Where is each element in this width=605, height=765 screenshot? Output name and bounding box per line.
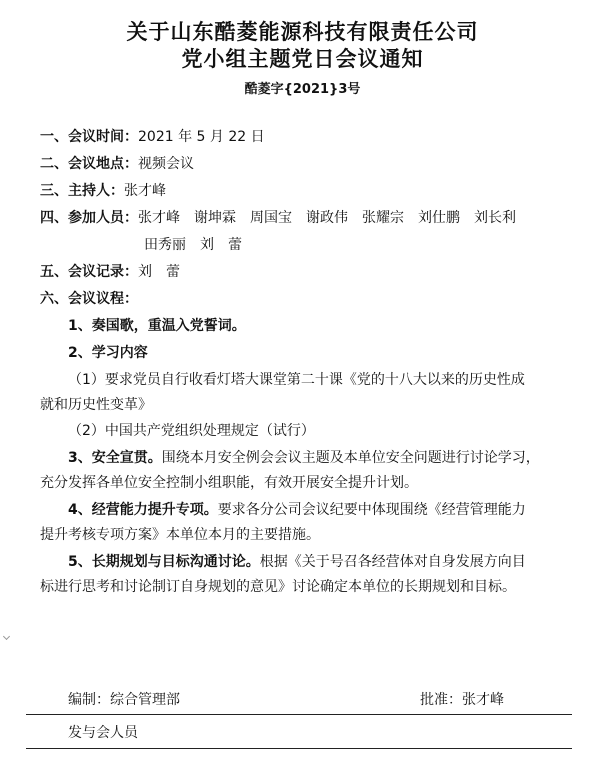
agenda-item-3-line2: 充分发挥各单位安全控制小组职能，有效开展安全提升计划。 [40, 475, 418, 491]
meeting-location-value: 视频会议 [138, 156, 194, 172]
footer-distribution: 发与会人员 [68, 725, 138, 741]
agenda-item-5-title: 5、长期规划与目标沟通讨论。 [68, 554, 260, 570]
footer-editor: 编制：综合管理部 [68, 692, 180, 708]
agenda-item-1: 1、奏国歌，重温入党誓词。 [68, 318, 246, 334]
agenda-item-3-text: 围绕本月安全例会会议主题及本单位安全问题进行讨论学习， [161, 450, 540, 466]
agenda-item-5-text: 根据《关于号召各经营体对自身发展方向目 [259, 554, 526, 570]
agenda-item-2-1-line2: 就和历史性变革》 [40, 397, 152, 413]
participant: 刘 蕾 [200, 237, 242, 253]
host-row [40, 181, 166, 201]
document-title-line1: 关于山东酷菱能源科技有限责任公司 [126, 20, 479, 44]
agenda-item-4-title: 4、经营能力提升专项。 [68, 502, 218, 518]
agenda-item-4-line1 [68, 500, 526, 520]
footer-divider [26, 714, 572, 715]
meeting-location-label: 二、会议地点： [40, 156, 138, 172]
agenda-item-3-line1 [68, 448, 540, 468]
agenda-item-2-2: （2）中国共产党组织处理规定（试行） [68, 423, 315, 439]
agenda-item-2: 2、学习内容 [68, 345, 148, 361]
participant: 周国宝 [250, 210, 292, 226]
host-label: 三、主持人： [40, 183, 124, 199]
cursor-marker-icon [3, 633, 10, 640]
host-value: 张才峰 [124, 183, 166, 199]
agenda-item-2-1-line1: （1）要求党员自行收看灯塔大课堂第二十课《党的十八大以来的历史性成 [68, 372, 525, 388]
agenda-item-4-line2: 提升考核专项方案》本单位本月的主要措施。 [40, 527, 320, 543]
recorder-row [40, 262, 180, 282]
participant: 刘长利 [474, 210, 516, 226]
meeting-time-value: 2021 年 5 月 22 日 [138, 129, 265, 145]
participants-row-2 [144, 235, 242, 255]
meeting-location-row [40, 154, 194, 174]
document-title-line2: 党小组主题党日会议通知 [181, 47, 424, 71]
recorder-label: 五、会议记录： [40, 264, 138, 280]
participant: 张耀宗 [362, 210, 404, 226]
agenda-item-3-title: 3、安全宣贯。 [68, 450, 162, 466]
recorder-value: 刘 蕾 [138, 264, 180, 280]
meeting-time-label: 一、会议时间： [40, 129, 138, 145]
participant: 谢政伟 [306, 210, 348, 226]
agenda-item-5-line2: 标进行思考和讨论制订自身规划的意见》讨论确定本单位的长期规划和目标。 [40, 579, 516, 595]
document-number: 酷菱字{2021}3号 [244, 82, 361, 97]
footer-approver: 批准：张才峰 [420, 692, 504, 708]
footer-bottom-divider [26, 748, 572, 749]
agenda-item-5-line1 [68, 552, 526, 572]
participants-row [40, 208, 516, 228]
participant: 刘仕鹏 [418, 210, 460, 226]
meeting-time-row [40, 127, 265, 147]
agenda-item-4-text: 要求各分公司会议纪要中体现围绕《经营管理能力 [217, 502, 526, 518]
agenda-heading: 六、会议议程： [40, 291, 138, 307]
participant: 谢坤霖 [194, 210, 236, 226]
participants-label: 四、参加人员： [40, 210, 138, 226]
participant: 张才峰 [138, 210, 180, 226]
participant: 田秀丽 [144, 237, 186, 253]
